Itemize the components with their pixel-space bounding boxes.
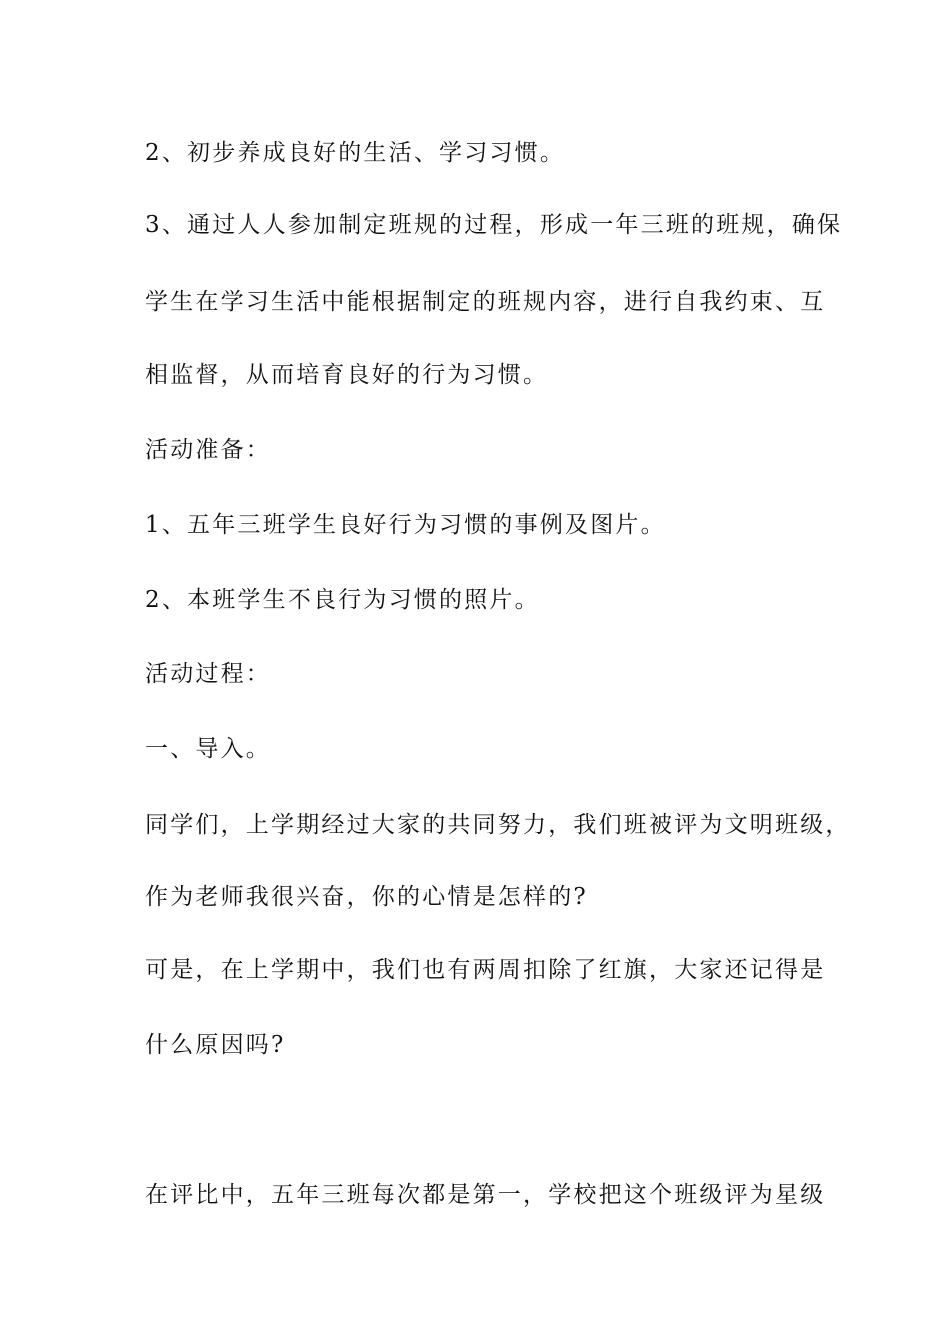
paragraph-preparation-2: 2、本班学生不良行为习惯的照片。 [145,587,540,613]
paragraph-comparison-line-1: 在评比中，五年三班每次都是第一，学校把这个班级评为星级 [145,1182,826,1208]
heading-activity-preparation: 活动准备： [145,437,271,463]
paragraph-goal-3-line-3: 相监督，从而培育良好的行为习惯。 [145,362,549,388]
heading-activity-process: 活动过程： [145,661,271,687]
paragraph-goal-2: 2、初步养成良好的生活、学习习惯。 [145,140,566,166]
paragraph-goal-3-line-1: 3、通过人人参加制定班规的过程，形成一年三班的班规，确保 [145,212,843,238]
heading-introduction: 一、导入。 [145,736,271,762]
paragraph-preparation-1: 1、五年三班学生良好行为习惯的事例及图片。 [145,512,666,538]
paragraph-intro-line-1: 同学们，上学期经过大家的共同努力，我们班被评为文明班级， [145,812,851,838]
paragraph-intro-line-4: 什么原因吗? [145,1032,286,1058]
paragraph-intro-line-3: 可是，在上学期中，我们也有两周扣除了红旗，大家还记得是 [145,957,826,983]
paragraph-intro-line-2: 作为老师我很兴奋，你的心情是怎样的? [145,884,588,910]
paragraph-goal-3-line-2: 学生在学习生活中能根据制定的班规内容，进行自我约束、互 [145,289,826,315]
